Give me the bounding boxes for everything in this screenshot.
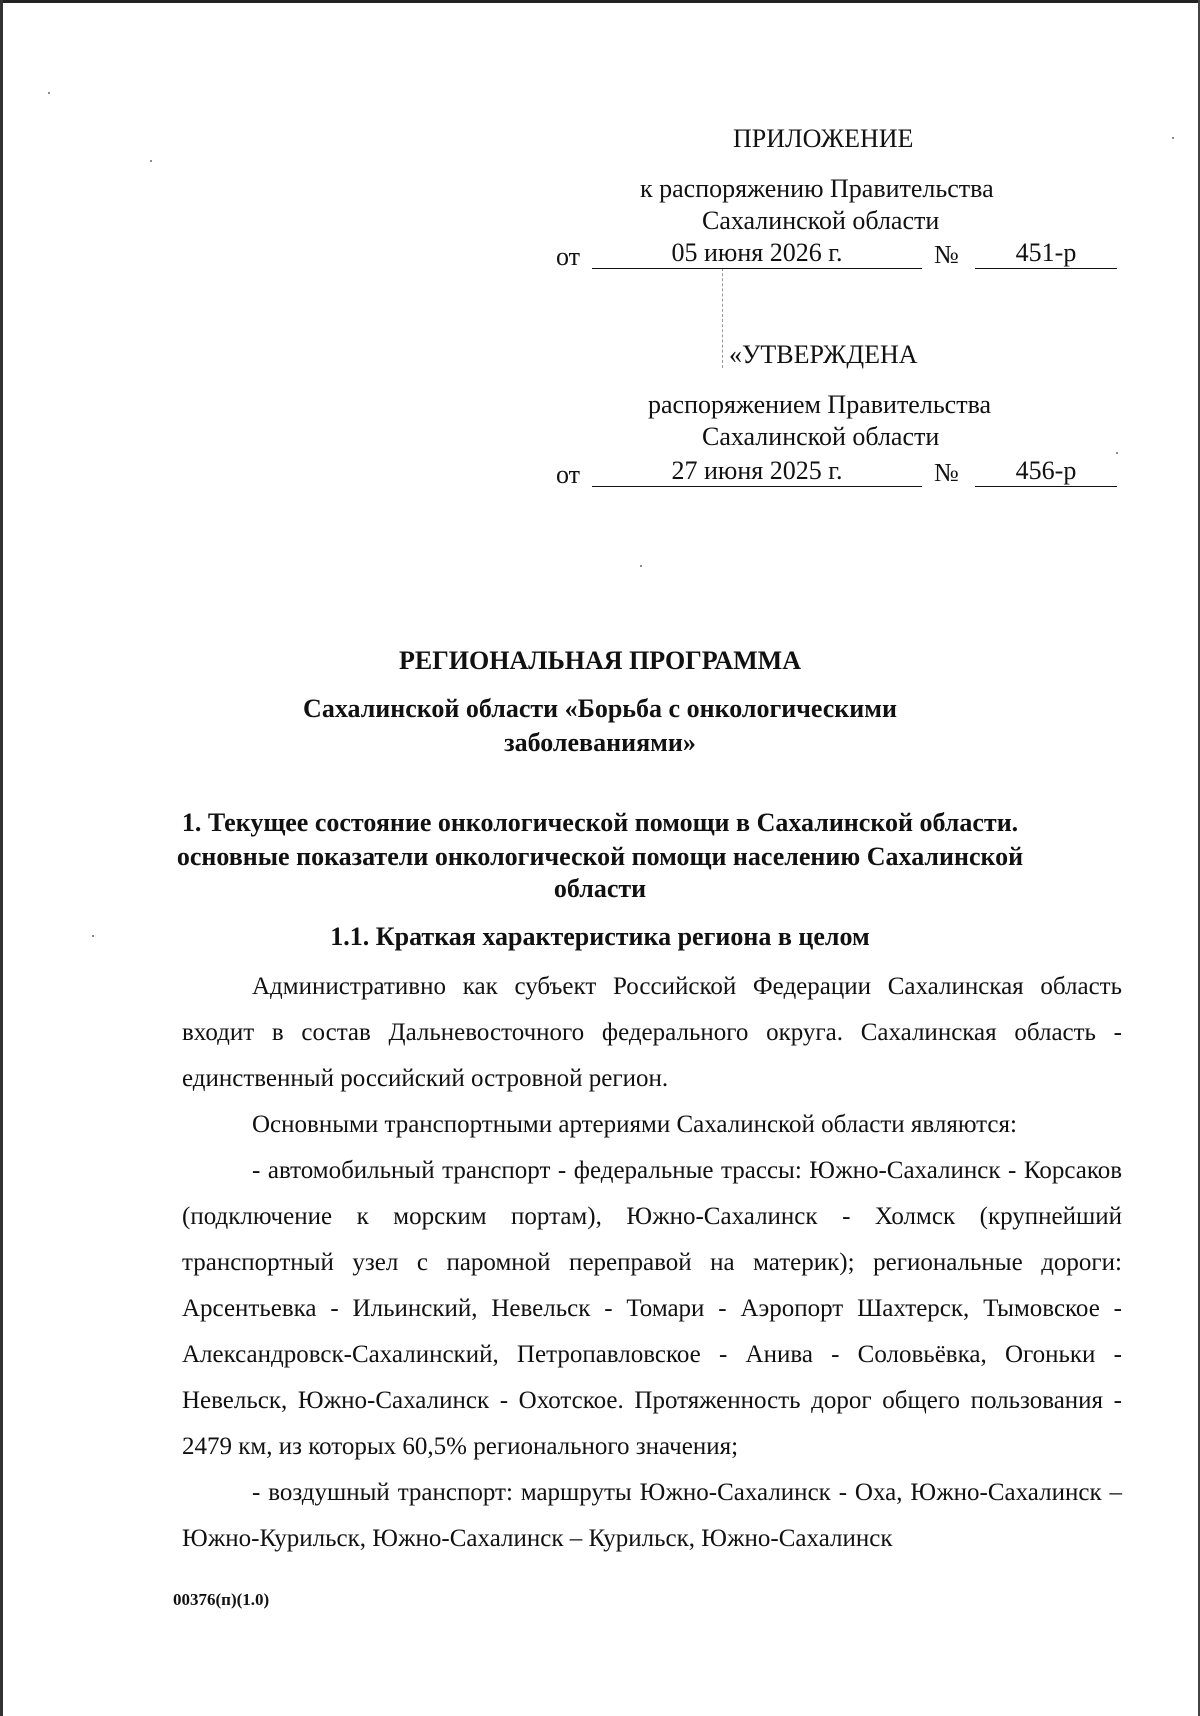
approved-number-label: № [934,458,959,487]
scan-speck [48,92,50,94]
appendix-from-label: от [556,242,581,271]
paragraph-region-description: Административно как субъект Российской Федерации Сахалинская область входит в состав Дальневосточного федерального округа. Сахалинская область - единственный российский островной регион. [182,973,1122,1092]
appendix-line2: Сахалинской области [702,206,940,235]
scan-speck [150,160,152,162]
approved-date: 27 июня 2025 г. [592,456,922,487]
appendix-title: ПРИЛОЖЕНИЕ [733,124,914,153]
section1-heading-line2: основные показатели онкологической помощи населению Сахалинской [176,842,1024,871]
scan-artifact-line [722,268,723,368]
program-title: РЕГИОНАЛЬНАЯ ПРОГРАММА [399,646,801,675]
approved-number-field [975,456,1117,487]
scan-speck [1116,452,1118,454]
approved-number: 456-р [975,456,1117,487]
scan-speck [1172,137,1174,139]
approved-title: «УТВЕРЖДЕНА [729,340,918,369]
approved-line1: распоряжением Правительства [648,390,992,419]
document-code: 00376(п)(1.0) [173,1590,270,1609]
section1-heading-line1: 1. Текущее состояние онкологической помощи в Сахалинской области. [181,808,1019,837]
scan-speck [92,935,94,937]
paragraph-air-transport: - воздушный транспорт: маршруты Южно-Сахалинск - Оха, Южно-Сахалинск – Южно-Курильск, Южно-Сахалинск – Курильск, Южно-Сахалинск [182,1479,1122,1552]
scan-speck [640,565,642,567]
approved-date-field [592,456,922,487]
appendix-number-label: № [934,240,959,269]
scan-border-top [0,0,1200,3]
appendix-line1: к распоряжению Правительства [640,174,994,203]
paragraph-transport-intro: Основными транспортными артериями Сахалинской области являются: [252,1111,1017,1138]
appendix-date-field [592,238,922,269]
program-subtitle-line1: Сахалинской области «Борьба с онкологическими [303,694,897,723]
appendix-number: 451-р [975,238,1117,269]
program-subtitle-line2: заболеваниями» [504,728,696,757]
approved-line2: Сахалинской области [702,422,940,451]
appendix-date: 05 июня 2026 г. [592,238,922,269]
appendix-number-field [975,238,1117,269]
section1-heading-line3: области [553,874,647,903]
paragraph-road-transport: - автомобильный транспорт - федеральные трассы: Южно-Сахалинск - Корсаков (подключение к морским портам), Южно-Сахалинск - Холмск (крупнейший транспортный узел с паромной переправой на материк); региональные дороги: Арсентьевка - Ильинский, Невельск - Томари - Аэропорт Шахтерск, Тымовское - Александровск-Сахалинский, Петропавловское - Анива - Соловьёвка, Огоньки - Невельск, Южно-Сахалинск - Охотское. Протяженность дорог общего пользования - 2479 км, из которых 60,5% регионального значения; [182,1157,1122,1460]
approved-from-label: от [556,460,581,489]
section1-1-heading: 1.1. Краткая характеристика региона в целом [330,922,870,951]
